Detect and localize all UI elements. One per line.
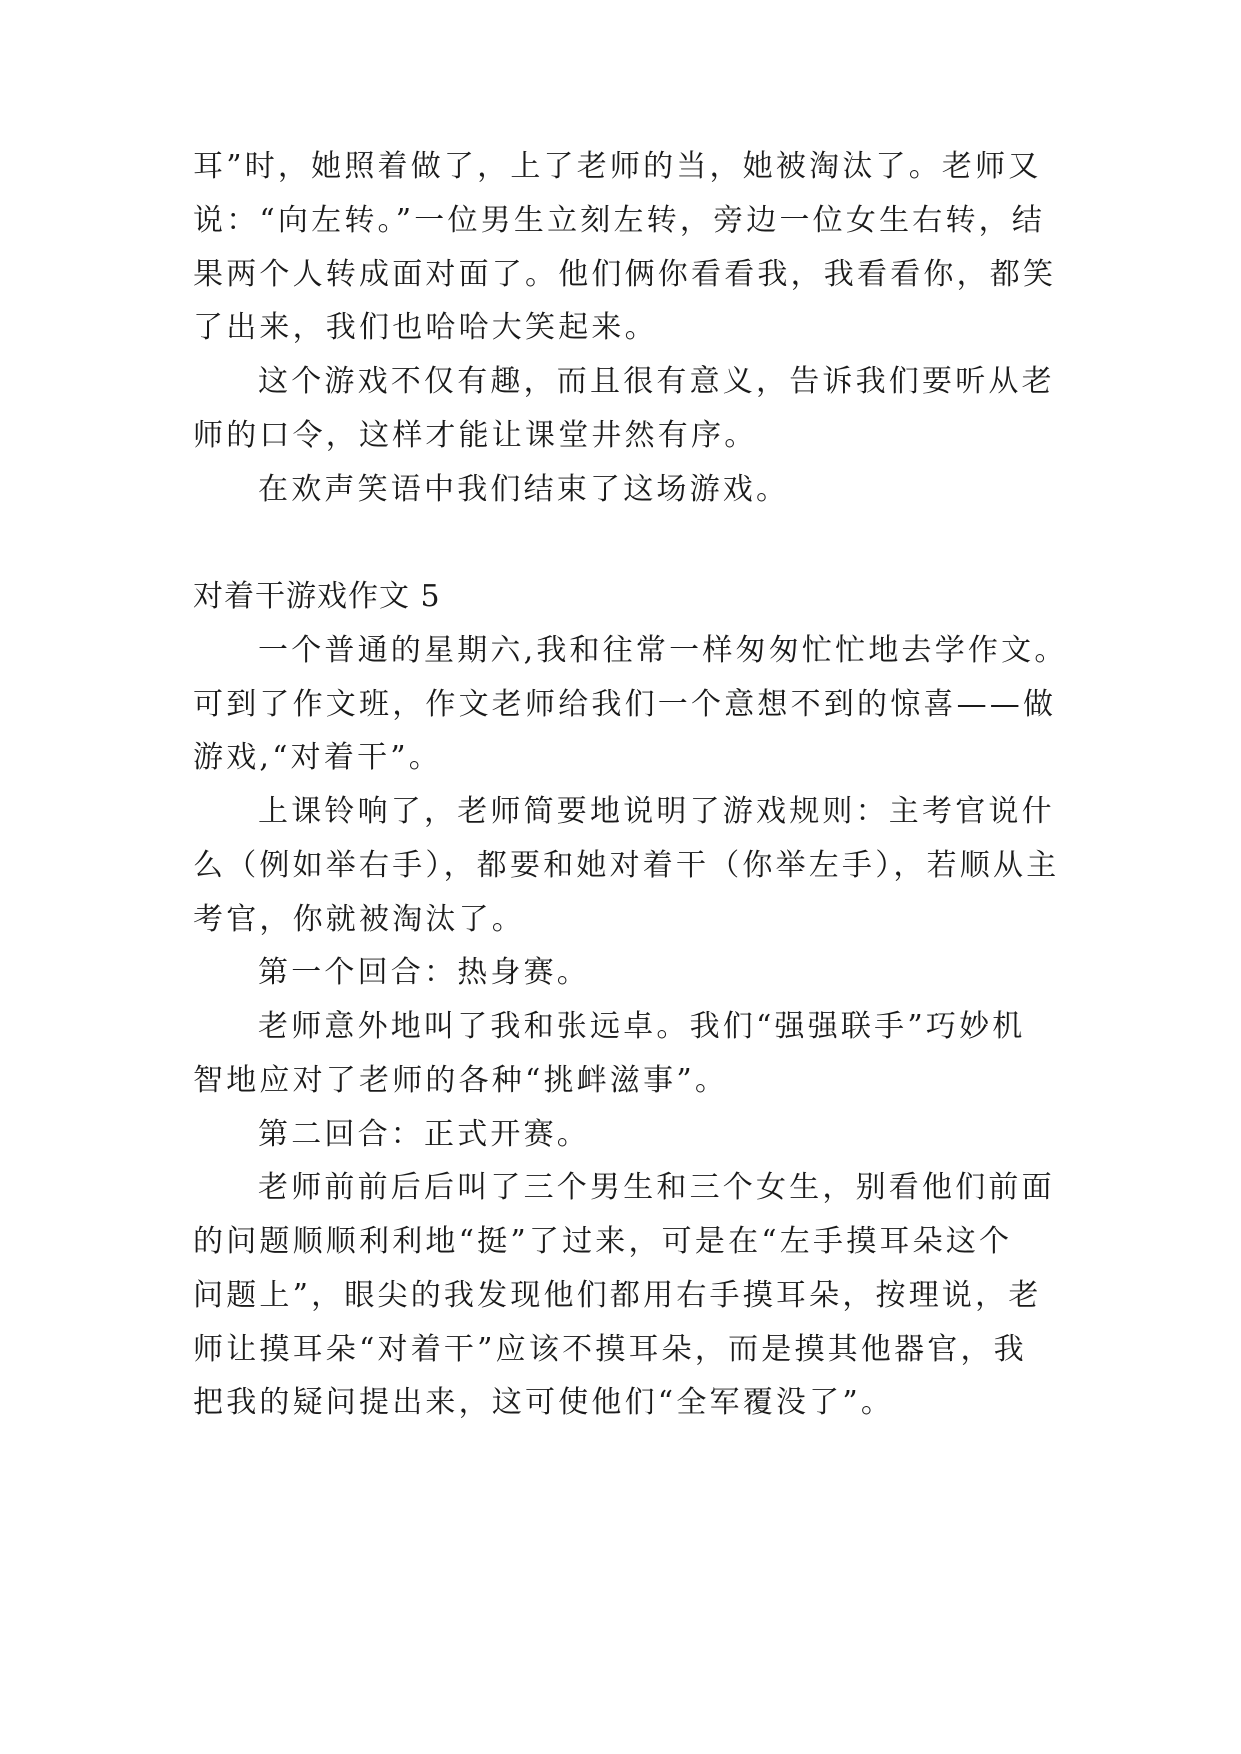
text-line: 问题上”，眼尖的我发现他们都用右手摸耳朵，按理说，老: [193, 1278, 1042, 1313]
text-line: 果两个人转成面对面了。他们俩你看看我，我看看你，都笑: [193, 257, 1057, 292]
paragraph-first-line: 上课铃响了，老师简要地说明了游戏规则：主考官说什: [258, 794, 1055, 829]
paragraph-first-line: 这个游戏不仅有趣，而且很有意义，告诉我们要听从老: [258, 364, 1055, 399]
text-line: 把我的疑问提出来，这可使他们“全军覆没了”。: [193, 1385, 895, 1420]
text-line: 可到了作文班，作文老师给我们一个意想不到的惊喜——做: [193, 687, 1057, 722]
text-line: 说：“向左转。”一位男生立刻左转，旁边一位女生右转，结: [193, 203, 1046, 238]
text-line: 师的口令，这样才能让课堂井然有序。: [193, 418, 758, 453]
text-line: 师让摸耳朵“对着干”应该不摸耳朵，而是摸其他器官，我: [193, 1332, 1027, 1367]
paragraph-first-line: 老师前前后后叫了三个男生和三个女生，别看他们前面: [258, 1170, 1055, 1205]
text-line: 的问题顺顺利利地“挺”了过来，可是在“左手摸耳朵这个: [193, 1224, 1013, 1259]
paragraph-first-line: 第二回合：正式开赛。: [258, 1117, 590, 1152]
paragraph-first-line: 第一个回合：热身赛。: [258, 955, 590, 990]
text-line: 耳”时，她照着做了，上了老师的当，她被淘汰了。老师又: [193, 149, 1042, 184]
text-line: 智地应对了老师的各种“挑衅滋事”。: [193, 1063, 729, 1098]
paragraph-first-line: 一个普通的星期六,我和往常一样匆匆忙忙地去学作文。: [258, 633, 1068, 668]
section-heading: 对着干游戏作文 5: [193, 579, 441, 614]
text-line: 考官，你就被淘汰了。: [193, 902, 525, 937]
paragraph-first-line: 在欢声笑语中我们结束了这场游戏。: [258, 472, 790, 507]
paragraph-first-line: 老师意外地叫了我和张远卓。我们“强强联手”巧妙机: [258, 1009, 1026, 1044]
text-line: 游戏,“对着干”。: [193, 740, 443, 775]
text-line: 么（例如举右手），都要和她对着干（你举左手），若顺从主: [193, 848, 1060, 883]
text-line: 了出来，我们也哈哈大笑起来。: [193, 310, 658, 345]
